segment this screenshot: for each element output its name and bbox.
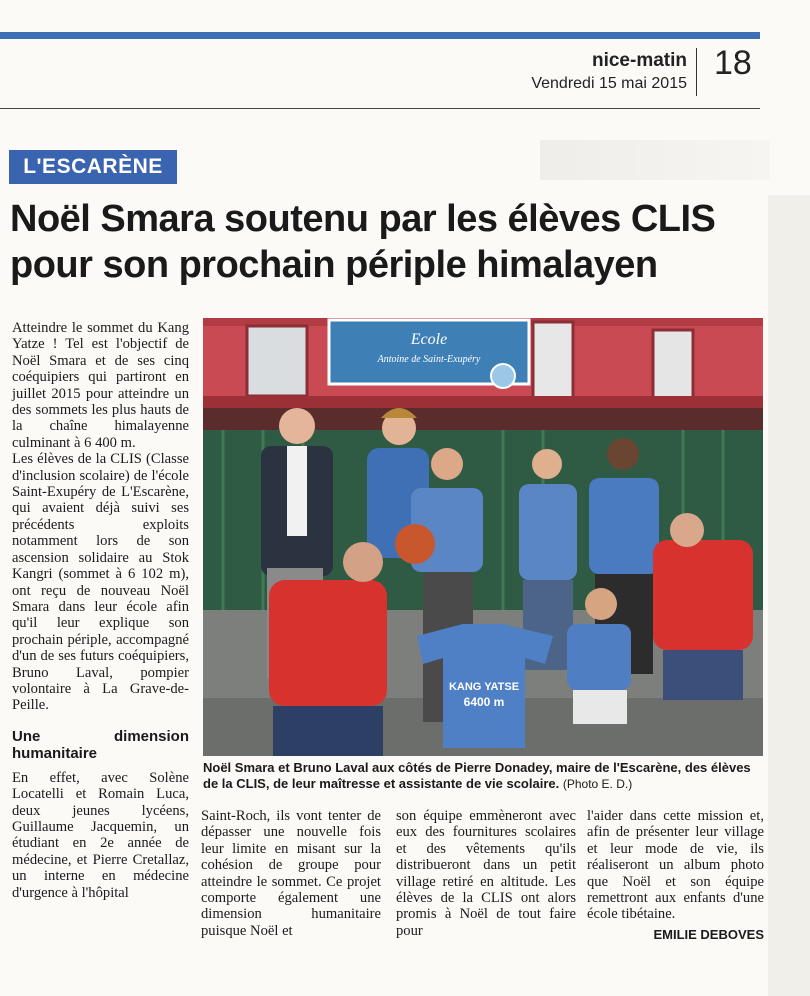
paragraph-continuation-1: Saint-Roch, ils vont tenter de dépasser une nouvelle fois leur limite en misant sur la cohésion de groupe pour atteindre le sommet. Ce projet comporte également une dimension humanitaire puisque Noël et: [201, 808, 381, 939]
headline-line-2: pour son prochain périple himalayen: [10, 244, 658, 286]
masthead-color-bar: [0, 32, 760, 39]
author-byline: EMILIE DEBOVES: [653, 926, 764, 942]
publication-date: Vendredi 15 mai 2015: [531, 75, 687, 92]
article-column-2: [201, 808, 381, 939]
masthead-divider: [696, 48, 697, 96]
article-photo: [203, 318, 763, 756]
section-tag: L'ESCARÈNE: [9, 150, 177, 184]
bleed-through-shadow: [540, 140, 770, 180]
newspaper-name: nice-matin: [591, 50, 687, 71]
masthead-rule: [0, 108, 760, 109]
shirt-text-line-1: KANG YATSE: [448, 681, 520, 693]
shirt-text-line-2: 6400 m: [463, 695, 505, 709]
paragraph-intro: Atteindre le sommet du Kang Yatze ! Tel est l'objectif de Noël Smara et de ses cinq coéquipiers qui partiront en juillet 2015 pour atteindre un des sommets les plus hauts de la chaîne himalayenne culminant à 6 400 m.: [12, 320, 189, 451]
article-column-1: [12, 320, 189, 901]
paragraph-continuation-3: l'aider dans cette mission et, afin de présenter leur village et leur mode de vie, ils réaliseront un album photo que Noël et son équipe remettront aux enfants d'une école tibétaine.: [587, 808, 764, 923]
article-headline: [10, 196, 770, 288]
sign-title: Ecole: [410, 331, 448, 348]
subheading: Une dimension humanitaire: [12, 727, 189, 762]
paragraph-continuation-2: son équipe emmèneront avec eux des fournitures scolaires et des vêtements qu'ils distribueront dans un petit village retiré en altitude. Les élèves de la CLIS ont alors promis à Noël de tout faire pour: [396, 808, 576, 939]
photo-caption: [203, 760, 767, 792]
paragraph-team: En effet, avec Solène Locatelli et Romain Luca, deux jeunes lycéens, Guillaume Jacquemin, un étudiant en 2e année de médecine, et Pierre Cretallaz, un interne en médecine d'urgence à l'hôpital: [12, 769, 189, 901]
page-number: 18: [714, 44, 752, 82]
sign-subtitle: Antoine de Saint-Exupéry: [377, 354, 481, 365]
paragraph-clis: Les élèves de la CLIS (Classe d'inclusion scolaire) de l'école Saint-Exupéry de L'Escarène, qui avaient déjà suivi ses précédents exploits notamment lors de son ascension solidaire au Stok Kangri (sommet à 6 102 m), ont reçu de nouveau Noël Smara dans leur école afin qu'il leur explique son prochain périple, accompagné d'un de ses futurs coéquipiers, Bruno Laval, pompier volontaire à La Grave-de-Peille.: [12, 451, 189, 714]
caption-text: Noël Smara et Bruno Laval aux côtés de Pierre Donadey, maire de l'Escarène, des élèves de la CLIS, de leur maîtresse et assistante de vie scolaire.: [203, 760, 751, 791]
photo-credit: (Photo E. D.): [562, 777, 633, 791]
article-column-4: [587, 808, 764, 943]
headline-line-1: Noël Smara soutenu par les élèves CLIS: [10, 198, 716, 240]
article-column-3: [396, 808, 576, 939]
page-margin: [768, 195, 810, 996]
